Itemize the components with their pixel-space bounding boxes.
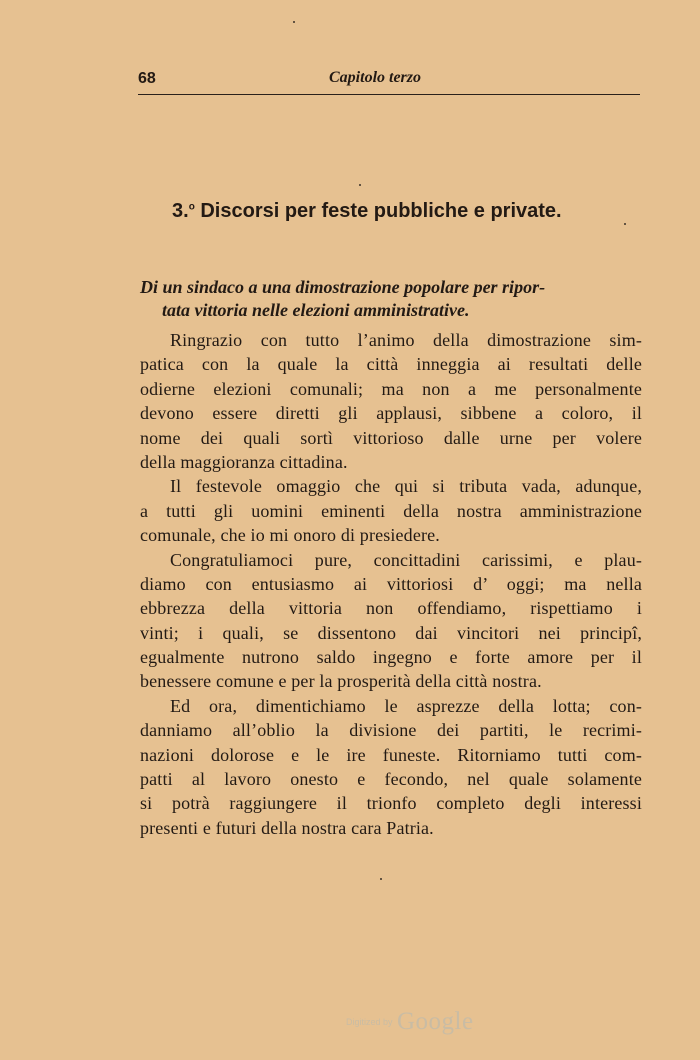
- speech-body: [140, 328, 642, 840]
- section-number: 3.$^o$: [172, 200, 195, 222]
- body-line: comunale, che io mi onoro di presiedere.: [140, 525, 440, 546]
- body-line: danniamo all’oblio la divisione dei partiti, le recrimi-: [140, 720, 642, 741]
- body-line: diamo con entusiasmo ai vittoriosi d’ oggi; ma nella: [140, 573, 642, 594]
- body-line: presenti e futuri della nostra cara Patria.: [140, 817, 434, 838]
- scan-speck: [293, 21, 295, 23]
- body-line: egualmente nutrono saldo ingegno e forte amore per il: [140, 647, 642, 668]
- subtitle-line: tata vittoria nelle elezioni amministrative.: [162, 300, 470, 320]
- subtitle-line: Di un sindaco a una dimostrazione popolare per ripor-: [140, 277, 546, 297]
- body-line: ebbrezza della vittoria non offendiamo, rispettiamo i: [140, 598, 642, 619]
- body-line: devono essere diretti gli applausi, sibbene a coloro, il: [140, 403, 642, 424]
- body-line: nome dei quali sortì vittorioso dalle urne per volere: [140, 427, 642, 448]
- body-line: Congratuliamoci pure, concittadini carissimi, e plau-: [170, 549, 642, 570]
- watermark-prefix: Digitized by: [346, 1017, 393, 1027]
- body-line: patica con la quale la città inneggia ai resultati delle: [140, 354, 642, 375]
- body-line: a tutti gli uomini eminenti della nostra amministrazione: [140, 500, 642, 521]
- google-logo: Google: [396, 1008, 474, 1035]
- body-line: patti al lavoro onesto e fecondo, nel quale solamente: [140, 769, 642, 790]
- running-title: Capitolo terzo: [329, 69, 422, 86]
- body-line: benessere comune e per la prosperità della città nostra.: [140, 671, 542, 692]
- body-line: Ringrazio con tutto l’animo della dimostrazione sim-: [170, 330, 642, 350]
- section-title-text: Discorsi per feste pubbliche e private.: [200, 200, 562, 222]
- scan-speck: [624, 223, 626, 225]
- body-line: della maggioranza cittadina.: [140, 451, 348, 472]
- body-line: si potrà raggiungere il trionfo completo degli interessi: [140, 793, 642, 814]
- section-title: [172, 200, 562, 223]
- body-line: Il festevole omaggio che qui si tributa vada, adunque,: [170, 476, 642, 497]
- body-line: Ed ora, dimentichiamo le asprezze della lotta; con-: [170, 695, 642, 716]
- body-line: vinti; i quali, se dissentono dai vincitori nei principî,: [140, 622, 642, 643]
- speech-subtitle: [140, 276, 640, 322]
- body-line: nazioni dolorose e le ire funeste. Ritorniamo tutti com-: [140, 744, 642, 765]
- scan-speck: [359, 184, 361, 186]
- digitized-by-google-watermark: [346, 1008, 474, 1036]
- header-rule: [138, 94, 640, 95]
- body-line: odierne elezioni comunali; ma non a me personalmente: [140, 378, 642, 399]
- scan-speck: [380, 878, 382, 880]
- page-number: 68: [138, 70, 156, 87]
